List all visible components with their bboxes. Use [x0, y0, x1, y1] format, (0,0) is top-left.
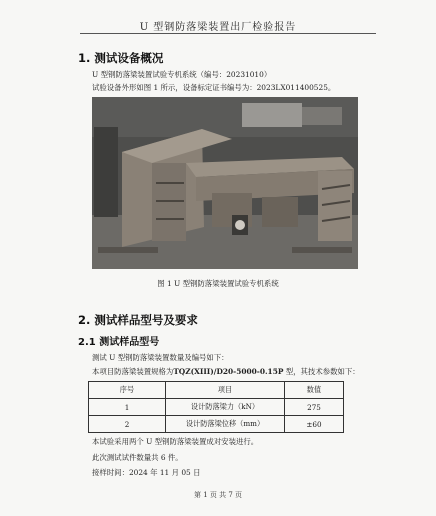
- technical-parameters-table: [88, 381, 344, 433]
- section-2-heading: 2. 测试样品型号及要求: [78, 313, 198, 327]
- table-cell-index: 2: [89, 416, 166, 433]
- sample-quantity-note: 此次测试试件数量共 6 件。: [92, 453, 183, 462]
- equipment-name-line: U 型钢防落梁装置试验专机系统（编号：20231010）: [92, 70, 272, 79]
- sample-count-line: 测试 U 型钢防落梁装置数量及编号如下：: [92, 353, 229, 362]
- table-header-index: 序号: [89, 382, 166, 399]
- page-number: 第 1 页 共 7 页: [193, 491, 243, 499]
- section-2-1-heading: 2.1 测试样品型号: [78, 337, 160, 348]
- table-header-value: 数值: [285, 382, 344, 399]
- table-cell-item: 设计防落梁力（kN）: [166, 399, 285, 416]
- report-header-title: U 型钢防落梁装置出厂检验报告: [139, 22, 297, 33]
- table-cell-value: ±60: [285, 416, 344, 433]
- table-cell-value: 275: [285, 399, 344, 416]
- specification-prefix: 本项目防落梁装置规格为: [92, 367, 174, 376]
- specification-model: TQZ(XIII)/D20-5000-0.15P: [173, 367, 284, 376]
- specification-suffix: 型，其技术参数如下：: [283, 367, 360, 376]
- test-machine-photo: [92, 97, 358, 269]
- figure-1-caption: 图 1 U 型钢防落梁装置试验专机系统: [157, 279, 279, 288]
- table-row: [89, 399, 344, 416]
- section-1-heading: 1. 测试设备概况: [78, 51, 164, 65]
- specification-line: [92, 366, 360, 377]
- receipt-date-note: 接样时间：2024 年 11 月 05 日: [92, 468, 201, 477]
- header-divider: [80, 33, 376, 34]
- calibration-line: 试验设备外形如图 1 所示，设备标定证书编号为：2023LX011400525。: [92, 83, 336, 92]
- installation-note: 本试验采用两个 U 型钢防落梁装置成对安装进行。: [92, 437, 259, 446]
- table-cell-item: 设计防落梁位移（mm）: [166, 416, 285, 433]
- table-header-item: 项目: [166, 382, 285, 399]
- table-header-row: [89, 382, 344, 399]
- table-cell-index: 1: [89, 399, 166, 416]
- table-row: [89, 416, 344, 433]
